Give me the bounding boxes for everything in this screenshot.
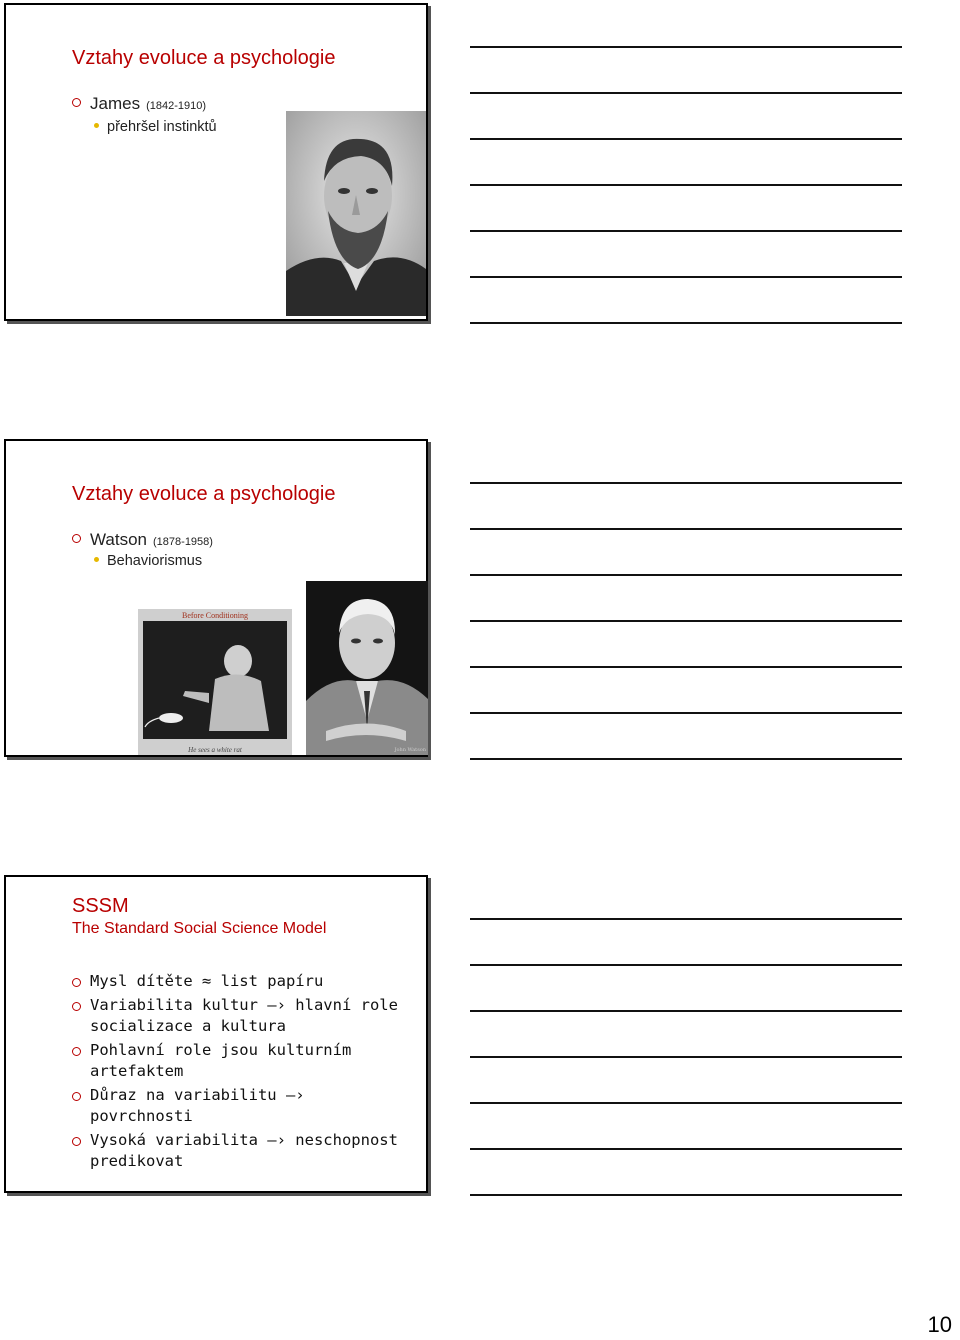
ring-bullet-icon <box>72 1047 81 1056</box>
slide-3-title <box>72 895 326 938</box>
bullet-years: (1878-1958) <box>153 536 213 548</box>
slide-1-title: Vztahy evoluce a psychologie <box>72 47 336 69</box>
james-portrait-photo <box>286 111 426 316</box>
list-item: Mysl dítěte ≈ list papíru <box>72 971 410 992</box>
little-albert-photo <box>138 609 292 755</box>
note-line <box>470 322 902 324</box>
list-item: Důraz na variabilitu —› povrchnosti <box>72 1085 410 1127</box>
page-number: 10 <box>927 1312 952 1337</box>
note-line <box>470 1056 902 1058</box>
slide-3 <box>4 875 428 1193</box>
bullet-name: James <box>90 94 141 113</box>
bullet-name: Watson <box>90 530 148 549</box>
list-item: Vysoká variabilita —› neschopnost predikovat <box>72 1130 410 1172</box>
ring-bullet-icon <box>72 534 81 543</box>
ring-bullet-icon <box>72 978 81 987</box>
slide-2-sub-bullet <box>94 553 202 569</box>
list-item: Variabilita kultur —› hlavní role socializace a kultura <box>72 995 410 1037</box>
slide-1 <box>4 3 428 321</box>
slide-3-subtitle: The Standard Social Science Model <box>72 920 327 937</box>
slide-2-bullet <box>72 530 213 550</box>
notes-lines-3 <box>470 918 902 1240</box>
slide-1-bullet <box>72 94 206 114</box>
watson-portrait-photo <box>306 581 428 755</box>
note-line <box>470 574 902 576</box>
dot-bullet-icon <box>94 123 99 128</box>
bullet-years: (1842-1910) <box>146 100 207 112</box>
note-line <box>470 138 902 140</box>
ring-bullet-icon <box>72 98 81 107</box>
note-line <box>470 712 902 714</box>
sub-bullet-text: Behaviorismus <box>107 553 203 569</box>
slide-2-title: Vztahy evoluce a psychologie <box>72 483 336 505</box>
note-line <box>470 184 902 186</box>
note-line <box>470 918 902 920</box>
notes-lines-1 <box>470 46 902 368</box>
note-line <box>470 46 902 48</box>
photo-caption-top: Before Conditioning <box>182 611 248 620</box>
notes-lines-2 <box>470 482 902 804</box>
note-line <box>470 1102 902 1104</box>
list-item: Pohlavní role jsou kulturním artefaktem <box>72 1040 410 1082</box>
ring-bullet-icon <box>72 1137 81 1146</box>
slide-2 <box>4 439 428 757</box>
ring-bullet-icon <box>72 1002 81 1011</box>
photo-caption-bottom: He sees a white rat <box>188 746 242 754</box>
photo-signature: John Watson <box>394 747 426 753</box>
note-line <box>470 92 902 94</box>
sub-bullet-text: přehršel instinktů <box>107 119 217 135</box>
note-line <box>470 1194 902 1196</box>
ring-bullet-icon <box>72 1092 81 1101</box>
note-line <box>470 758 902 760</box>
note-line <box>470 620 902 622</box>
note-line <box>470 1010 902 1012</box>
dot-bullet-icon <box>94 557 99 562</box>
note-line <box>470 230 902 232</box>
slide-1-sub-bullet <box>94 119 217 135</box>
note-line <box>470 528 902 530</box>
note-line <box>470 964 902 966</box>
note-line <box>470 482 902 484</box>
sssm-bullet-list <box>72 971 410 1175</box>
note-line <box>470 666 902 668</box>
slide-3-title-text: SSSM <box>72 895 129 917</box>
note-line <box>470 276 902 278</box>
note-line <box>470 1148 902 1150</box>
